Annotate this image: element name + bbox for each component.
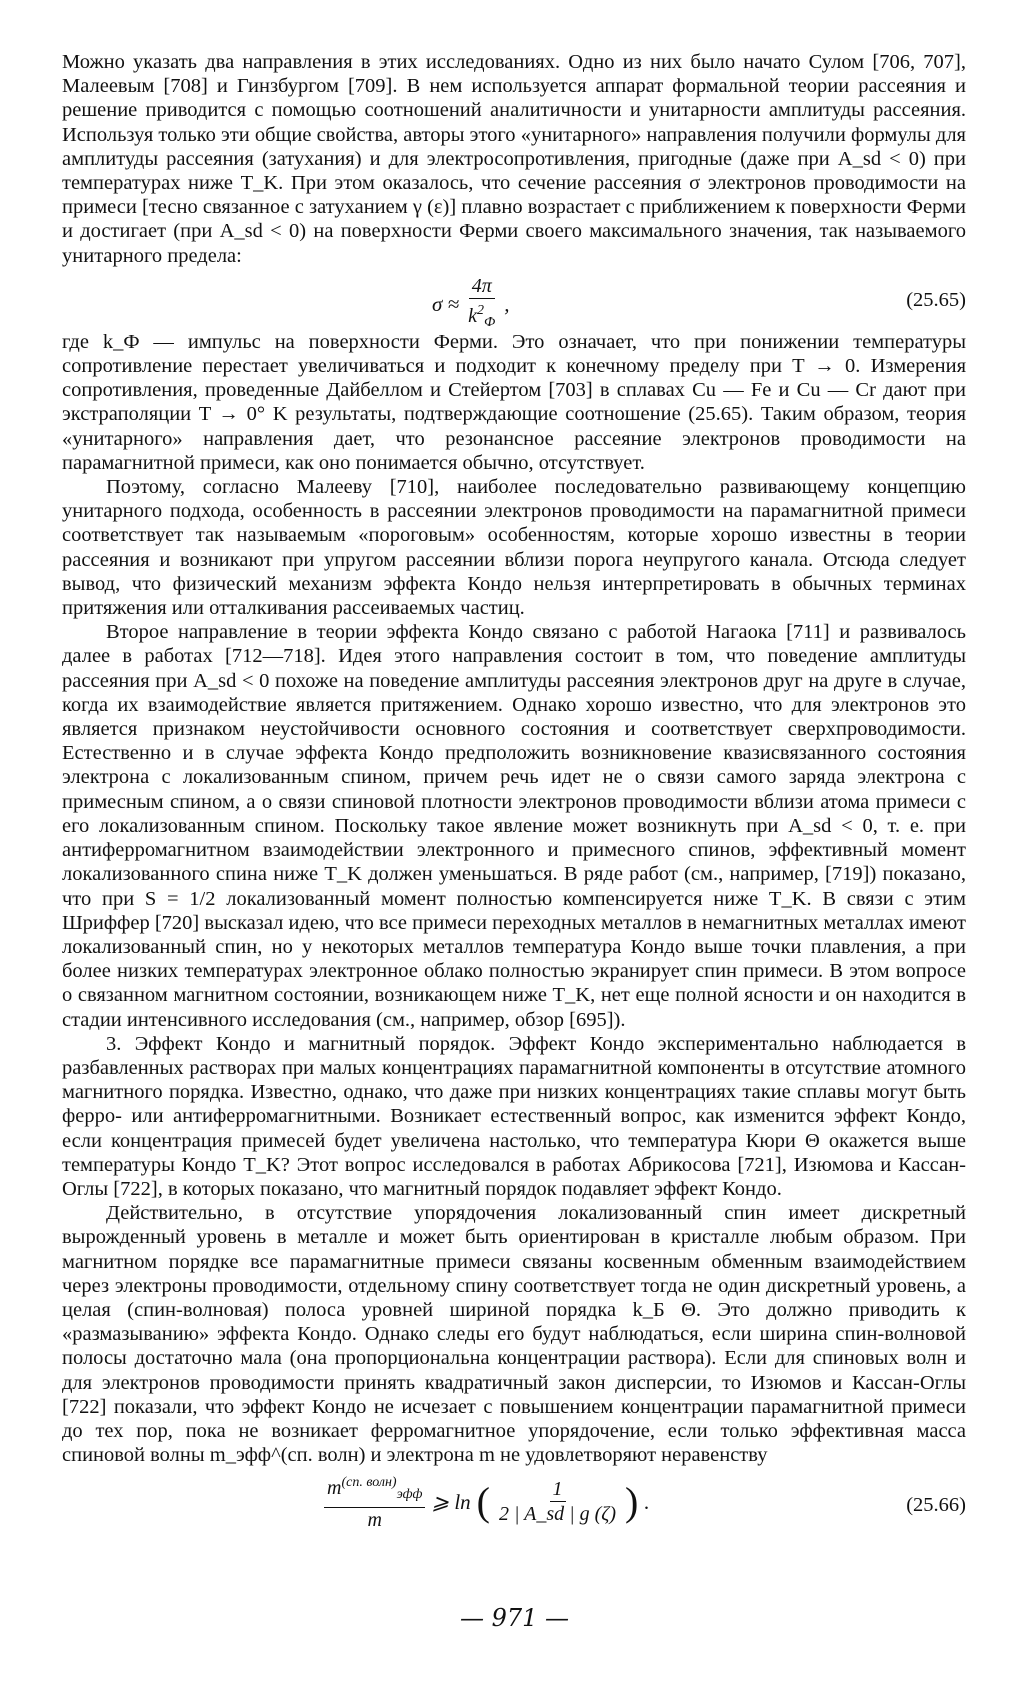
equation-25-66-inner-numerator: 1 [550, 1477, 566, 1502]
equation-25-66-number: (25.66) [906, 1494, 966, 1517]
equation-25-66-numerator-sub: эфф [396, 1487, 423, 1503]
equation-25-65-formula [432, 274, 510, 335]
equation-25-66-denominator: m [367, 1509, 382, 1532]
page-body [62, 50, 966, 1543]
equation-25-65-lhs: σ ≈ [432, 292, 460, 317]
equation-25-66-lhs-fraction [324, 1471, 425, 1532]
equation-25-66-right-paren: ) [625, 1478, 639, 1524]
paragraph-5-section-3: 3. Эффект Кондо и магнитный порядок. Эффект Кондо экспериментально наблюдается в разбавленных растворах при малых концентрациях парамагнитной компоненты в отсутствие атомного магнитного порядка. Известно, однако, что даже при низких концентрациях такие сплавы могут быть ферро- или антиферромагнитными. Возникает естественный вопрос, как изменится эффект Кондо, если концентрация примесей будет увеличена настолько, что температура Кюри Θ окажется выше температуры Кондо T_K? Этот вопрос исследовался в работах Абрикосова [721], Изюмова и Кассан-Оглы [722], в которых показано, что магнитный порядок подавляет эффект Кондо. [62, 1032, 966, 1200]
page-number: — 971 — [459, 1604, 570, 1632]
equation-25-65-denominator-sup: 2 [477, 302, 485, 318]
paragraph-6: Действительно, в отсутствие упорядочения локализованный спин имеет дискретный вырожденный уровень в металле и может быть ориентирован в кристалле любым образом. При магнитном порядке все парамагнитные примеси связаны косвенным обменным взаимодействием через электроны проводимости, отдельному спину соответствует тогда не один дискретный уровень, а целая (спин-волновая) полоса уровней шириной порядка k_Б Θ. Это должно приводить к «размазыванию» эффекта Кондо. Однако следы его будут наблюдаться, если ширина спин-волновой полосы достаточно мала (она пропорциональна концентрации раствора). Если для спиновых волн и для электронов проводимости принять квадратичный закон дисперсии, то Изюмов и Кассан-Оглы [722] показали, что эффект Кондо не исчезает с повышением концентрации парамагнитной примеси до тех пор, пока не возникает ферромагнитное упорядочение, если только эффективная масса спиновой волны m_эфф^(сп. волн) и электрона m не удовлетворяют неравенству [62, 1202, 966, 1467]
equation-25-65-tail: , [504, 292, 510, 317]
equation-25-66-relation: ⩾ ln [431, 1489, 471, 1514]
equation-25-66-inner-denominator: 2 | A_sd | g (ζ) [498, 1503, 617, 1526]
paragraph-2: где k_Ф — импульс на поверхности Ферми. Это означает, что при понижении температуры сопротивление перестает увеличиваться и подходит к конечному пределу при T → 0. Измерения сопротивления, проведенные Дайбеллом и Стейертом [703] в сплавах Cu — Fe и Cu — Cr дают при экстраполяции T → 0° K результаты, подтверждающие соотношение (25.65). Таким образом, теория «унитарного» направления дает, что резонансное рассеяние электронов проводимости на парамагнитной примеси, как оно понимается обычно, отсутствует. [62, 330, 966, 474]
paragraph-3: Поэтому, согласно Малееву [710], наиболее последовательно развивающему концепцию унитарного подхода, особенность в рассеянии электронов проводимости на парамагнитной примеси соответствует так называемым «пороговым» особенностям, которые хорошо известны в теории рассеяния и возникают при упругом рассеянии вблизи порога неупругого канала. Отсюда следует вывод, что физический механизм эффекта Кондо нельзя интерпретировать в обычных терминах притяжения или отталкивания рассеиваемых частиц. [62, 476, 966, 620]
equation-25-65-number: (25.65) [906, 288, 966, 311]
equation-25-66 [62, 1467, 966, 1543]
paragraph-1: Можно указать два направления в этих исследованиях. Одно из них было начато Сулом [706, 707], Малеевым [708] и Гинзбургом [709]. В нем используется аппарат формальной теории рассеяния и решение приводится с помощью соотношений аналитичности и унитарности амплитуды рассеяния. Используя только эти общие свойства, авторы этого «унитарного» направления получили формулы для амплитуды рассеяния (затухания) и для электросопротивления, пригодные (даже при A_sd < 0) при температурах ниже T_K. При этом оказалось, что сечение рассеяния σ электронов проводимости на примеси [тесно связанное с затуханием γ (ε)] плавно возрастает с приближением к поверхности Ферми и достигает (при A_sd < 0) на поверхности Ферми своего максимального значения, так называемого унитарного предела: [62, 51, 966, 267]
equation-25-66-numerator-symbol: m [327, 1477, 342, 1500]
paragraph-4: Второе направление в теории эффекта Кондо связано с работой Нагаока [711] и развивалось далее в работах [712—718]. Идея этого направления состоит в том, что поведение амплитуды рассеяния при A_sd < 0 похоже на поведение амплитуды рассеяния электронов друг на друге в случае, когда их взаимодействие является притяжением. Однако хорошо известно, что для электронов это является признаком неустойчивости основного состояния и соответствует сверхпроводимости. Естественно и в случае эффекта Кондо предположить возникновение квазисвязанного состояния электрона с локализованным спином, причем речь идет не о связи самого заряда электрона с примесным спином, а о связи спиновой плотности электронов проводимости вблизи атома примеси с его локализованным спином. Поскольку такое явление может возникнуть при A_sd < 0, т. е. при антиферромагнитном взаимодействии электронного и примесного спинов, эффективный момент локализованного спина ниже T_K должен уменьшаться. В ряде работ (см., например, [719]) показано, что при S = 1/2 локализованный момент полностью компенсируется ниже T_K. В связи с этим Шриффер [720] высказал идею, что все примеси переходных металлов в немагнитных металлах имеют локализованный спин, но у некоторых металлов температура Кондо выше точки плавления, а при более низких температурах электронное облако полностью экранирует спин примеси. В этом вопросе о связанном магнитном состоянии, возникающем ниже T_K, нет еще полной ясности и он находится в стадии интенсивного исследования (см., например, обзор [695]). [62, 621, 966, 1031]
equation-25-66-numerator [324, 1471, 425, 1508]
equation-25-65-denominator [465, 299, 498, 335]
equation-25-65 [62, 268, 966, 330]
equation-25-65-denominator-symbol: k [468, 304, 478, 327]
equation-25-65-fraction [465, 274, 498, 335]
equation-25-66-inner-fraction [496, 1477, 619, 1526]
equation-25-65-numerator: 4π [469, 274, 495, 299]
equation-25-66-formula [324, 1471, 650, 1532]
equation-25-66-left-paren: ( [476, 1478, 490, 1524]
equation-25-66-numerator-sup: (сп. волн) [341, 1475, 397, 1491]
equation-25-66-tail: . [644, 1489, 650, 1514]
equation-25-65-denominator-sub: Ф [484, 314, 496, 330]
